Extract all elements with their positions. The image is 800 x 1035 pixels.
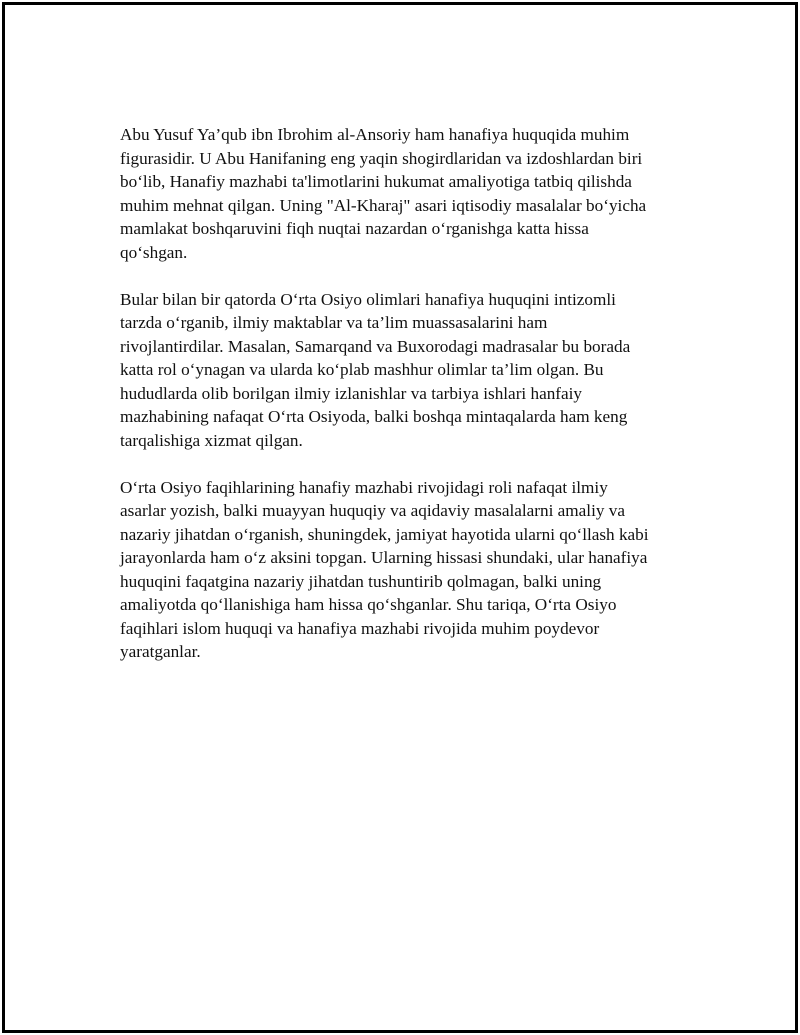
text-line: amaliyotda qo‘llanishiga ham hissa qo‘shganlar. Shu tariqa, O‘rta Osiyo <box>120 595 617 614</box>
text-line: huquqini faqatgina nazariy jihatdan tushuntirib qolmagan, balki uning <box>120 571 602 591</box>
text-line: tarzda o‘rganib, ilmiy maktablar va ta’lim muassasalarini ham <box>120 313 548 332</box>
text-line: nazariy jihatdan o‘rganish, shuningdek, jamiyat hayotida ularni qo‘llash kabi <box>120 524 649 544</box>
text-line: yaratganlar. <box>120 642 201 661</box>
text-line: muhim mehnat qilgan. Uning "Al-Kharaj" asari iqtisodiy masalalar bo‘yicha <box>120 195 647 215</box>
paragraph-3 <box>120 476 690 664</box>
paragraph-1 <box>120 123 690 264</box>
text-line: faqihlari islom huquqi va hanafiya mazhabi rivojida muhim poydevor <box>120 618 600 638</box>
text-line: tarqalishiga xizmat qilgan. <box>120 430 303 450</box>
text-line: mazhabining nafaqat O‘rta Osiyoda, balki boshqa mintaqalarda ham keng <box>120 407 628 426</box>
text-line: bo‘lib, Hanafiy mazhabi ta'limotlarini hukumat amaliyotiga tatbiq qilishda <box>120 172 632 191</box>
paragraph-2 <box>120 288 690 453</box>
text-line: Abu Yusuf Ya’qub ibn Ibrohim al-Ansoriy ham hanafiya huquqida muhim <box>120 125 630 144</box>
text-line: O‘rta Osiyo faqihlarining hanafiy mazhabi rivojidagi roli nafaqat ilmiy <box>120 477 608 497</box>
text-line: hududlarda olib borilgan ilmiy izlanishlar va tarbiya ishlari hanfaiy <box>120 383 583 403</box>
text-line: Bular bilan bir qatorda O‘rta Osiyo olimlari hanafiya huquqini intizomli <box>120 289 616 309</box>
text-line: jarayonlarda ham o‘z aksini topgan. Ularning hissasi shundaki, ular hanafiya <box>120 548 648 567</box>
text-line: asarlar yozish, balki muayyan huquqiy va aqidaviy masalalarni amaliy va <box>120 501 625 520</box>
page-border <box>2 2 798 1033</box>
text-line: katta rol o‘ynagan va ularda ko‘plab mashhur olimlar ta’lim olgan. Bu <box>120 360 604 379</box>
text-line: rivojlantirdilar. Masalan, Samarqand va Buxorodagi madrasalar bu borada <box>120 336 631 356</box>
text-line: mamlakat boshqaruvini fiqh nuqtai nazardan o‘rganishga katta hissa <box>120 219 589 238</box>
document-body <box>120 123 690 687</box>
text-line: figurasidir. U Abu Hanifaning eng yaqin shogirdlaridan va izdoshlardan biri <box>120 148 643 168</box>
text-line: qo‘shgan. <box>120 242 188 262</box>
